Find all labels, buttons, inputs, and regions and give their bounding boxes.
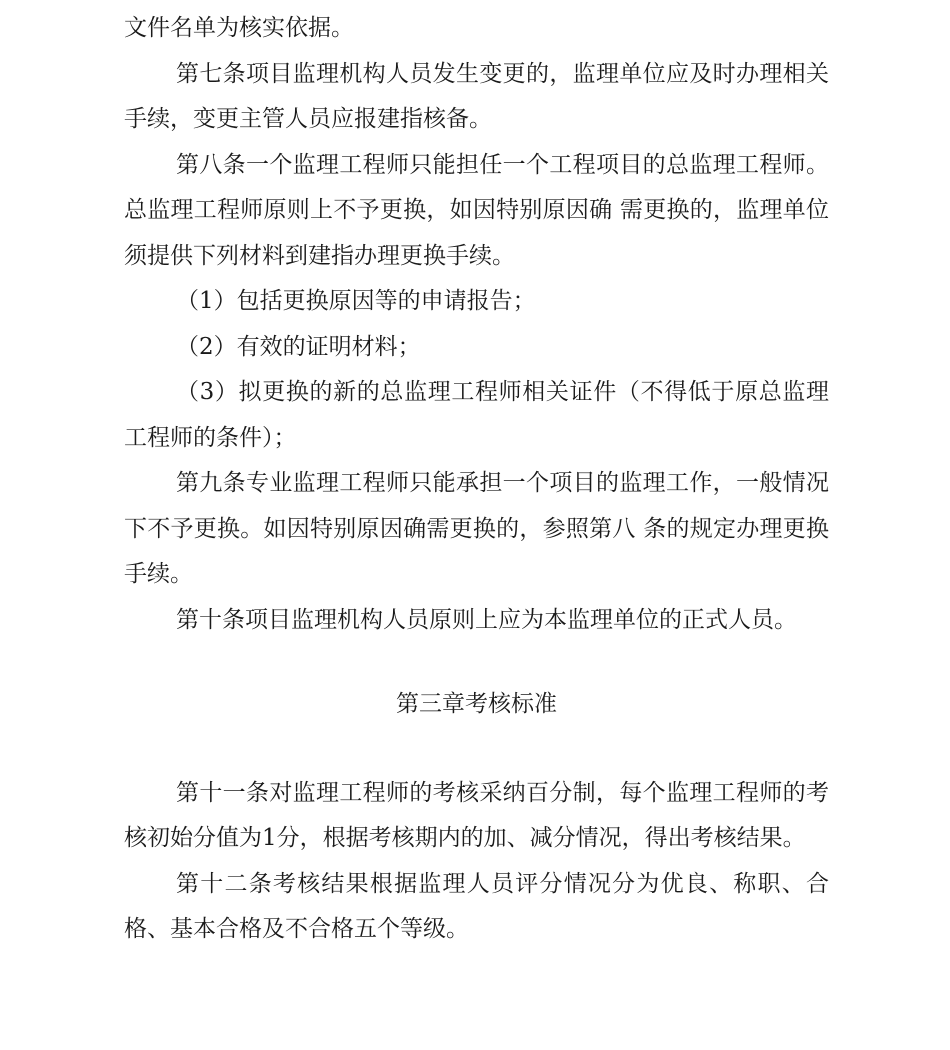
list-item-2: （2）有效的证明材料； bbox=[176, 333, 421, 360]
spacer bbox=[124, 728, 829, 771]
paragraph-article-9: 第九条专业监理工程师只能承担一个项目的监理工作，一般情况下不予更换。如因特别原因确需更换的，参照第八 条的规定办理更换手续。 bbox=[124, 470, 829, 587]
paragraph-article-7: 第七条项目监理机构人员发生变更的，监理单位应及时办理相关手续，变更主管人员应报建指核备。 bbox=[124, 60, 829, 132]
document-body bbox=[124, 6, 829, 953]
paragraph-article-8: 第八条一个监理工程师只能担任一个工程项目的总监理工程师。总监理工程师原则上不予更换，如因特别原因确 需更换的，监理单位须提供下列材料到建指办理更换手续。 bbox=[124, 151, 829, 269]
paragraph-article-12: 第十二条考核结果根据监理人员评分情况分为优良、称职、合格、基本合格及不合格五个等级。 bbox=[124, 870, 829, 942]
chapter-title: 第三章考核标准 bbox=[396, 691, 557, 717]
spacer bbox=[124, 643, 829, 682]
paragraph-continuation: 文件名单为核实依据。 bbox=[124, 15, 354, 41]
list-item-1: （1）包括更换原因等的申请报告； bbox=[176, 288, 536, 314]
paragraph-article-10: 第十条项目监理机构人员原则上应为本监理单位的正式人员。 bbox=[176, 606, 797, 633]
paragraph-article-11: 第十一条对监理工程师的考核采纳百分制，每个监理工程师的考核初始分值为1分，根据考核期内的加、减分情况，得出考核结果。 bbox=[124, 779, 829, 851]
list-item-3: （3）拟更换的新的总监理工程师相关证件（不得低于原总监理工程师的条件）； bbox=[124, 379, 829, 451]
